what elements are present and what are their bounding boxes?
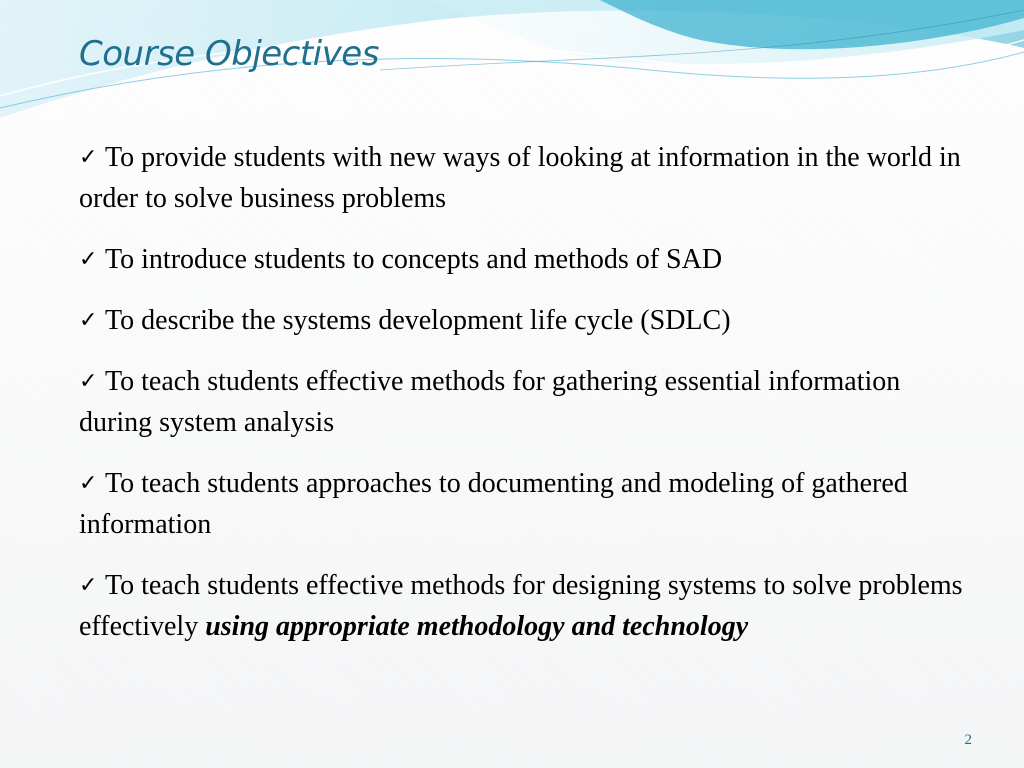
objective-text: To teach students effective methods for gathering essential information during system analysis xyxy=(79,366,901,438)
checkmark-icon: ✓ xyxy=(79,471,98,496)
checkmark-icon: ✓ xyxy=(79,145,98,170)
slide-title: Course Objectives xyxy=(79,34,379,74)
checkmark-icon: ✓ xyxy=(79,247,98,272)
objective-item xyxy=(79,137,979,219)
objective-text: To provide students with new ways of looking at information in the world in order to solve business problems xyxy=(79,142,961,214)
objective-text: To introduce students to concepts and methods of SAD xyxy=(105,244,723,275)
objective-text: To describe the systems development life cycle (SDLC) xyxy=(105,305,731,336)
objective-item xyxy=(79,565,979,647)
objective-item xyxy=(79,361,979,443)
objective-item xyxy=(79,463,979,545)
objectives-list xyxy=(79,137,979,667)
checkmark-icon: ✓ xyxy=(79,308,98,333)
objective-emphasis: using appropriate methodology and technology xyxy=(205,611,749,642)
objective-item xyxy=(79,239,979,280)
checkmark-icon: ✓ xyxy=(79,573,98,598)
objective-item xyxy=(79,300,979,341)
objective-text: To teach students approaches to documenting and modeling of gathered information xyxy=(79,468,908,540)
slide-number: 2 xyxy=(964,732,972,748)
checkmark-icon: ✓ xyxy=(79,369,98,394)
objective-text: To teach students effective methods for designing systems to solve problems effectively xyxy=(79,570,963,642)
